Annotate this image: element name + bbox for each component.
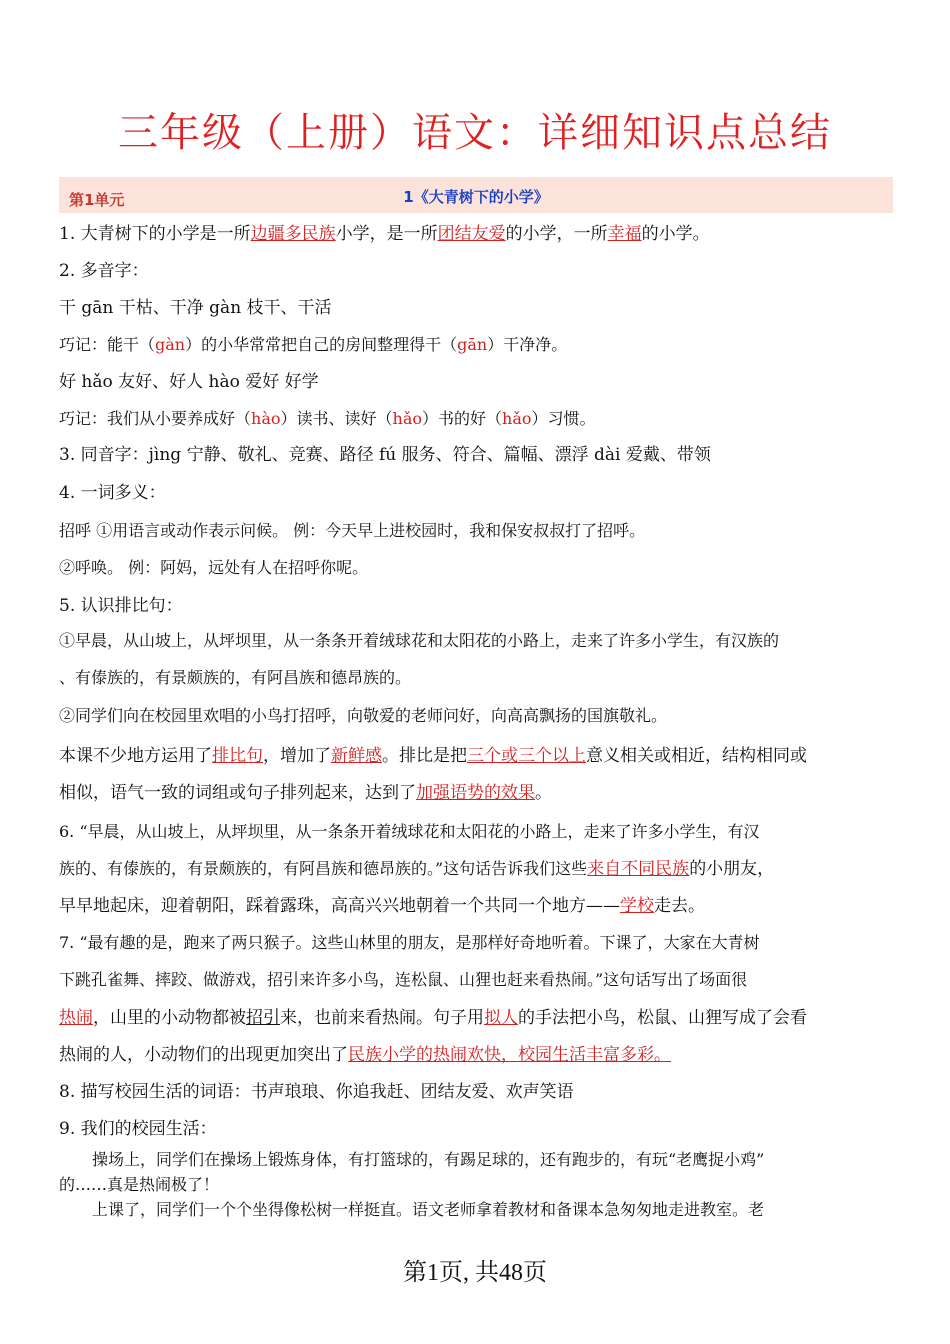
unit-header-bar — [59, 177, 893, 213]
point-7-line-2: 下跳孔雀舞、摔跤、做游戏，招引来许多小鸟，连松鼠、山狸也赶来看热闹。”这句话写出了场面很 — [59, 970, 748, 989]
point-7-line-4: 热闹的人，小动物们的出现更加突出了民族小学的热闹欢快，校园生活丰富多彩。 — [59, 1045, 671, 1065]
polysemy-1: 招呼 ①用语言或动作表示问候。 例：今天早上进校园时，我和保安叔叔打了招呼。 — [59, 521, 646, 540]
highlight: 民族小学的热闹欢快，校园生活丰富多彩。 — [348, 1045, 671, 1065]
parallel-explanation: 本课不少地方运用了排比句，增加了新鲜感。排比是把三个或三个以上意义相关或相近，结构相同或 — [59, 746, 807, 766]
highlight: 加强语势的效果 — [416, 783, 535, 803]
parallel-example-1: ①早晨，从山坡上，从坪坝里，从一条条开着绒球花和太阳花的小路上，走来了许多小学生，有汉族的 — [59, 631, 780, 650]
memory-tip-hao: 巧记：我们从小要养成好（hào）读书、读好（hǎo）书的好（hǎo）习惯。 — [59, 409, 596, 428]
parallel-example-2: ②同学们向在校园里欢唱的小鸟打招呼，向敬爱的老师问好，向高高飘扬的国旗敬礼。 — [59, 706, 668, 725]
point-9: 9. 我们的校园生活： — [59, 1119, 217, 1139]
point-3: 3. 同音字：jìng 宁静、敬礼、竞赛、路径 fú 服务、符合、篇幅、漂浮 dài 爱戴、带领 — [59, 445, 711, 465]
lesson-title: 1《大青树下的小学》 — [403, 188, 549, 206]
highlight: 边疆多民族 — [250, 224, 336, 244]
highlight: 团结友爱 — [437, 224, 506, 244]
polysemy-2: ②呼唤。 例：阿妈，远处有人在招呼你呢。 — [59, 558, 369, 577]
highlight: 新鲜感 — [331, 746, 382, 766]
point-6: 6. “早晨，从山坡上，从坪坝里，从一条条开着绒球花和太阳花的小路上，走来了许多小学生，有汉 — [59, 822, 760, 841]
page-number: 第1页, 共48页 — [403, 1260, 547, 1286]
point-1: 1. 大青树下的小学是一所边疆多民族小学，是一所团结友爱的小学，一所幸福的小学。 — [59, 224, 710, 244]
point-6-line-3: 早早地起床，迎着朝阳，踩着露珠，高高兴兴地朝着一个共同一个地方——学校走去。 — [59, 896, 705, 916]
point-5: 5. 认识排比句： — [59, 596, 183, 616]
polyphone-hao: 好 hǎo 友好、好人 hào 爱好 好学 — [59, 372, 319, 392]
point-7: 7. “最有趣的是，跑来了两只猴子。这些山林里的朋友，是那样好奇地听着。下课了，大家在大青树 — [59, 933, 760, 952]
page-title: 三年级（上册）语文：详细知识点总结 — [118, 110, 832, 156]
essay-para-1-cont: 的……真是热闹极了！ — [59, 1175, 220, 1194]
highlight: 排比句 — [212, 746, 263, 766]
parallel-example-1-cont: 、有傣族的，有景颇族的，有阿昌族和德昂族的。 — [59, 668, 412, 687]
memory-tip-gan: 巧记：能干（gàn）的小华常常把自己的房间整理得干（gān）干净净。 — [59, 335, 568, 354]
highlight: 拟人 — [484, 1008, 518, 1028]
highlight: 三个或三个以上 — [467, 746, 586, 766]
point-8: 8. 描写校园生活的词语：书声琅琅、你追我赶、团结友爱、欢声笑语 — [59, 1082, 574, 1102]
point-2: 2. 多音字： — [59, 261, 149, 281]
essay-para-1: 操场上，同学们在操场上锻炼身体，有打篮球的，有踢足球的，还有跑步的，有玩“老鹰捉小鸡” — [92, 1150, 765, 1169]
parallel-explanation-cont: 相似，语气一致的词组或句子排列起来，达到了加强语势的效果。 — [59, 783, 552, 803]
point-4: 4. 一词多义： — [59, 483, 166, 503]
polyphone-gan: 干 gān 干枯、干净 gàn 枝干、干活 — [59, 298, 332, 318]
unit-label: 第1单元 — [69, 191, 125, 209]
point-6-line-2: 族的、有傣族的，有景颇族的，有阿昌族和德昂族的。”这句话告诉我们这些来自不同民族的小朋友， — [59, 859, 775, 879]
highlight: 幸福 — [607, 224, 642, 244]
highlight: 热闹 — [59, 1008, 93, 1028]
highlight: 学校 — [620, 896, 654, 916]
highlight: 来自不同民族 — [587, 859, 690, 879]
point-7-line-3: 热闹，山里的小动物都被招引来，也前来看热闹。句子用拟人的手法把小鸟，松鼠、山狸写成了会看 — [59, 1008, 807, 1028]
essay-para-2: 上课了，同学们一个个坐得像松树一样挺直。语文老师拿着教材和备课本急匆匆地走进教室。老 — [92, 1200, 765, 1219]
